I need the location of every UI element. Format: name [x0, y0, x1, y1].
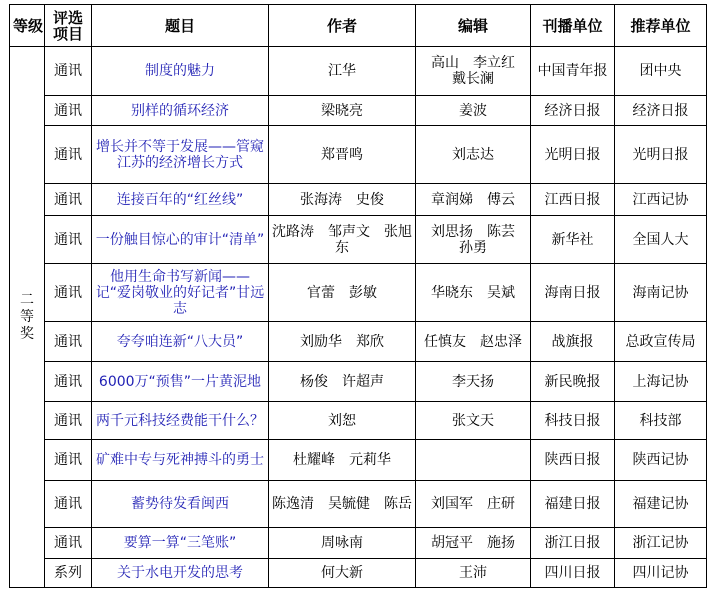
recommender-cell: 光明日报	[615, 126, 707, 184]
header-title: 题目	[92, 5, 269, 47]
publisher-cell: 新华社	[531, 216, 615, 264]
editor-cell: 李天扬	[416, 362, 531, 402]
table-row	[10, 559, 707, 588]
category-cell: 通讯	[45, 402, 92, 440]
recommender-cell: 四川记协	[615, 559, 707, 588]
publisher-cell: 浙江日报	[531, 528, 615, 559]
category-cell: 通讯	[45, 440, 92, 481]
award-table	[9, 4, 707, 588]
header-category: 评选项目	[45, 5, 92, 47]
table-row	[10, 440, 707, 481]
category-cell: 通讯	[45, 126, 92, 184]
category-cell: 通讯	[45, 47, 92, 96]
category-cell: 通讯	[45, 481, 92, 528]
title-cell: 蓄势待发看闽西	[92, 481, 269, 528]
title-cell: 制度的魅力	[92, 47, 269, 96]
publisher-cell: 经济日报	[531, 96, 615, 126]
editor-cell: 章润娣 傅云	[416, 184, 531, 216]
header-publisher: 刊播单位	[531, 5, 615, 47]
editor-cell: 胡冠平 施扬	[416, 528, 531, 559]
award-level-cell: 二等奖	[10, 47, 45, 588]
category-cell: 系列	[45, 559, 92, 588]
publisher-cell: 中国青年报	[531, 47, 615, 96]
recommender-cell: 海南记协	[615, 264, 707, 322]
editor-cell: 王沛	[416, 559, 531, 588]
author-cell: 张海涛 史俊	[269, 184, 416, 216]
title-cell: 一份触目惊心的审计“清单”	[92, 216, 269, 264]
title-cell: 增长并不等于发展——管窥江苏的经济增长方式	[92, 126, 269, 184]
publisher-cell: 新民晚报	[531, 362, 615, 402]
publisher-cell: 战旗报	[531, 322, 615, 362]
author-cell: 梁晓亮	[269, 96, 416, 126]
table-row	[10, 126, 707, 184]
category-cell: 通讯	[45, 264, 92, 322]
publisher-cell: 光明日报	[531, 126, 615, 184]
editor-cell: 任慎友 赵忠泽	[416, 322, 531, 362]
title-cell: 矿难中专与死神搏斗的勇士	[92, 440, 269, 481]
author-cell: 何大新	[269, 559, 416, 588]
editor-cell: 张文天	[416, 402, 531, 440]
category-cell: 通讯	[45, 216, 92, 264]
header-row	[10, 5, 707, 47]
recommender-cell: 总政宣传局	[615, 322, 707, 362]
title-cell: 6000万“预售”一片黄泥地	[92, 362, 269, 402]
recommender-cell: 全国人大	[615, 216, 707, 264]
recommender-cell: 上海记协	[615, 362, 707, 402]
editor-cell	[416, 440, 531, 481]
title-cell: 关于水电开发的思考	[92, 559, 269, 588]
title-cell: 别样的循环经济	[92, 96, 269, 126]
recommender-cell: 经济日报	[615, 96, 707, 126]
author-cell: 周咏南	[269, 528, 416, 559]
author-cell: 杨俊 许超声	[269, 362, 416, 402]
author-cell: 刘恕	[269, 402, 416, 440]
publisher-cell: 陕西日报	[531, 440, 615, 481]
author-cell: 郑晋鸣	[269, 126, 416, 184]
title-cell: 连接百年的“红丝线”	[92, 184, 269, 216]
category-cell: 通讯	[45, 96, 92, 126]
publisher-cell: 江西日报	[531, 184, 615, 216]
category-cell: 通讯	[45, 322, 92, 362]
table-row	[10, 402, 707, 440]
editor-cell: 刘思扬 陈芸 孙勇	[416, 216, 531, 264]
header-editor: 编辑	[416, 5, 531, 47]
table-row	[10, 264, 707, 322]
editor-cell: 刘国军 庄研	[416, 481, 531, 528]
publisher-cell: 海南日报	[531, 264, 615, 322]
editor-cell: 高山 李立红 戴长澜	[416, 47, 531, 96]
category-cell: 通讯	[45, 184, 92, 216]
publisher-cell: 福建日报	[531, 481, 615, 528]
recommender-cell: 科技部	[615, 402, 707, 440]
recommender-cell: 江西记协	[615, 184, 707, 216]
table-row	[10, 216, 707, 264]
table-row	[10, 362, 707, 402]
publisher-cell: 科技日报	[531, 402, 615, 440]
table-row	[10, 322, 707, 362]
author-cell: 江华	[269, 47, 416, 96]
title-cell: 夸夸咱连新“八大员”	[92, 322, 269, 362]
publisher-cell: 四川日报	[531, 559, 615, 588]
author-cell: 沈路涛 邹声文 张旭东	[269, 216, 416, 264]
category-cell: 通讯	[45, 528, 92, 559]
editor-cell: 姜波	[416, 96, 531, 126]
author-cell: 官蕾 彭敏	[269, 264, 416, 322]
editor-cell: 华晓东 吴斌	[416, 264, 531, 322]
header-level: 等级	[10, 5, 45, 47]
table-row	[10, 96, 707, 126]
title-cell: 他用生命书写新闻——记“爱岗敬业的好记者”甘远志	[92, 264, 269, 322]
author-cell: 杜耀峰 元莉华	[269, 440, 416, 481]
recommender-cell: 陕西记协	[615, 440, 707, 481]
editor-cell: 刘志达	[416, 126, 531, 184]
recommender-cell: 浙江记协	[615, 528, 707, 559]
table-row	[10, 528, 707, 559]
title-cell: 两千元科技经费能干什么？	[92, 402, 269, 440]
header-recommender: 推荐单位	[615, 5, 707, 47]
author-cell: 陈逸清 吴毓健 陈岳	[269, 481, 416, 528]
table-row	[10, 481, 707, 528]
table-row	[10, 184, 707, 216]
header-author: 作者	[269, 5, 416, 47]
recommender-cell: 福建记协	[615, 481, 707, 528]
author-cell: 刘励华 郑欣	[269, 322, 416, 362]
recommender-cell: 团中央	[615, 47, 707, 96]
table-row	[10, 47, 707, 96]
category-cell: 通讯	[45, 362, 92, 402]
title-cell: 要算一算“三笔账”	[92, 528, 269, 559]
